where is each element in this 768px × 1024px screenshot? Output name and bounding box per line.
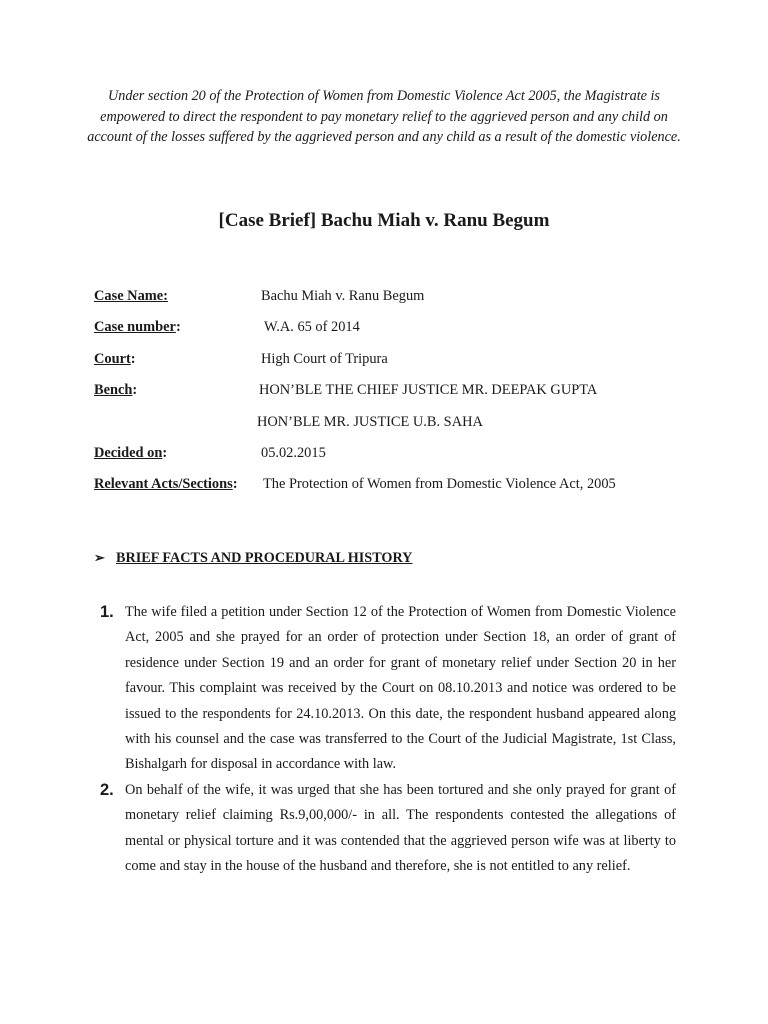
bench-label: Bench:	[94, 382, 138, 398]
bench-value-1: HON’BLE THE CHIEF JUSTICE MR. DEEPAK GUPTA	[259, 382, 598, 398]
case-name-value: Bachu Miah v. Ranu Begum	[261, 288, 425, 304]
paragraph-number: 2.	[100, 780, 114, 799]
intro-paragraph: Under section 20 of the Protection of Women from Domestic Violence Act 2005, the Magistrate is empowered to direct the respondent to pay monetary relief to the aggrieved person and any child on account of the losses suffered by the aggrieved person and any child as a result of the domestic violence.	[87, 88, 681, 145]
acts-value: The Protection of Women from Domestic Violence Act, 2005	[263, 476, 616, 492]
court-label: Court:	[94, 351, 136, 367]
paragraph-text: On behalf of the wife, it was urged that she has been tortured and she only prayed for grant of monetary relief claiming Rs.9,00,000/- in all. The respondents contested the allegations of mental or physical torture and it was contended that the aggrieved person wife was at liberty to come and stay in the house of the husband and therefore, she is not entitled to any relief.	[125, 781, 676, 875]
court-value: High Court of Tripura	[261, 351, 388, 367]
case-name-label: Case Name:	[94, 288, 168, 304]
paragraph-list	[100, 600, 676, 879]
section-heading	[94, 548, 412, 568]
list-item	[100, 600, 676, 778]
section-heading-text: BRIEF FACTS AND PROCEDURAL HISTORY	[116, 550, 413, 566]
case-number-value: W.A. 65 of 2014	[264, 319, 360, 335]
bench-value-2: HON’BLE MR. JUSTICE U.B. SAHA	[257, 414, 483, 430]
decided-on-label: Decided on:	[94, 445, 168, 461]
decided-on-value: 05.02.2015	[261, 445, 326, 461]
arrow-bullet-icon: ➢	[94, 550, 105, 565]
paragraph-text: The wife filed a petition under Section 12 of the Protection of Women from Domestic Violence Act, 2005 and she prayed for an order of protection under Section 18, an order of grant of residence under Section 19 and an order for grant of monetary relief under Section 20 in her favour. This complaint was received by the Court on 08.10.2013 and notice was ordered to be issued to the respondents for 24.10.2013. On this date, the respondent husband appeared along with his counsel and the case was transferred to the Court of the Judicial Magistrate, 1st Class, Bishalgarh for disposal in accordance with law.	[125, 604, 676, 773]
list-item	[100, 778, 676, 880]
paragraph-number: 1.	[100, 603, 114, 621]
acts-label: Relevant Acts/Sections:	[94, 476, 238, 492]
case-number-label: Case number:	[94, 319, 181, 335]
page-title: [Case Brief] Bachu Miah v. Ranu Begum	[218, 210, 550, 231]
